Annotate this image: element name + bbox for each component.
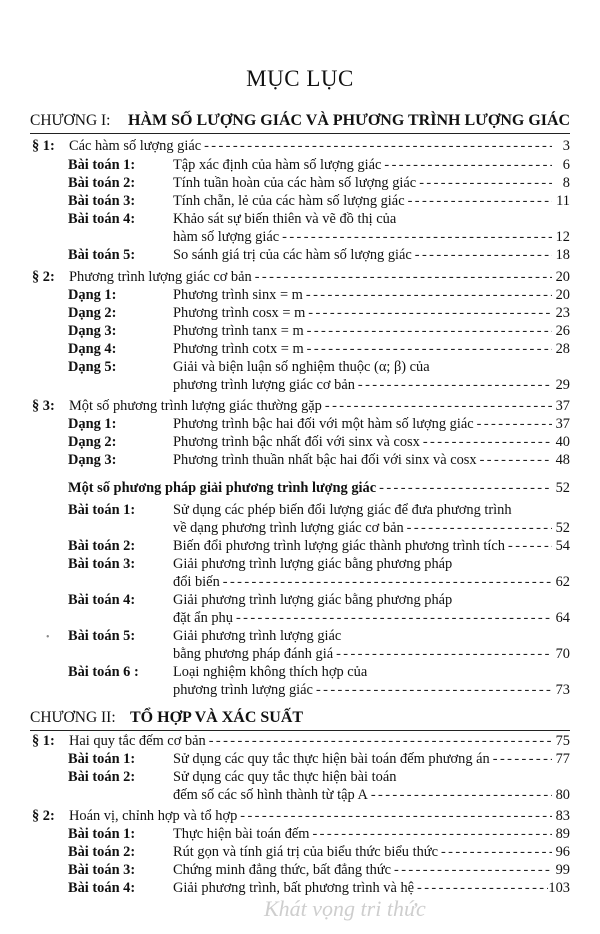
toc-entry[interactable]: Dạng 4: Phương trình cotx = m - - - 28 [68,340,570,358]
toc-entry[interactable]: Bài toán 3: Tính chẵn, lẻ của các hàm số lượng giác - - - 11 [68,192,570,210]
chapter-1-title: HÀM SỐ LƯỢNG GIÁC VÀ PHƯƠNG TRÌNH LƯỢNG GIÁC [128,112,571,129]
toc-entry[interactable]: Dạng 1: Phương trình sinx = m - - - 20 [68,286,570,304]
toc-entry[interactable]: Bài toán 3: Chứng minh đẳng thức, bất đẳng thức - - - 99 [68,861,570,879]
toc-entry[interactable]: § 2: Phương trình lượng giác cơ bản - - - 20 [32,268,570,286]
toc-entry-heading[interactable]: Một số phương pháp giải phương trình lượng giác - - - 52 [68,479,570,497]
scan-speck: • [46,632,50,643]
toc-entry-continuation[interactable]: phương trình lượng giác - - - 73 [173,681,570,699]
toc-entry[interactable]: Bài toán 4: Giải phương trình lượng giác bằng phương pháp [68,592,453,608]
toc-entry[interactable]: Dạng 2: Phương trình bậc nhất đối với sinx và cosx - - - 40 [68,433,570,451]
toc-entry[interactable]: § 3: Một số phương trình lượng giác thường gặp - - - 37 [32,397,570,415]
toc-entry[interactable]: Bài toán 5: So sánh giá trị của các hàm số lượng giác - - - 18 [68,246,570,264]
toc-entry[interactable]: Dạng 3: Phương trình thuần nhất bậc hai đối với sinx và cosx - - - 48 [68,451,570,469]
page-title: MỤC LỤC [246,66,354,91]
toc-entry[interactable]: Dạng 5: Giải và biện luận số nghiệm thuộc (α; β) của [68,359,430,375]
toc-entry[interactable]: Bài toán 2: Tính tuần hoàn của các hàm số lượng giác - - - 8 [68,174,570,192]
toc-entry-continuation[interactable]: bằng phương pháp đánh giá - - - 70 [173,645,570,663]
toc-entry[interactable]: Bài toán 3: Giải phương trình lượng giác bằng phương pháp [68,556,453,572]
toc-entry-continuation[interactable]: đặt ẩn phụ - - - 64 [173,609,570,627]
chapter-1-heading [30,112,570,134]
chapter-1-key: CHƯƠNG I: [30,112,111,129]
toc-entry[interactable]: Bài toán 4: Giải phương trình, bất phương trình và hệ - - - 103 [68,879,570,897]
toc-entry[interactable]: Bài toán 5: Giải phương trình lượng giác [68,628,342,644]
toc-entry-continuation[interactable]: về dạng phương trình lượng giác cơ bản - - - 52 [173,519,570,537]
toc-entry[interactable]: Bài toán 1: Tập xác định của hàm số lượng giác - - - 6 [68,156,570,174]
toc-entry[interactable]: Dạng 3: Phương trình tanx = m - - - 26 [68,322,570,340]
toc-entry[interactable]: § 1: Hai quy tắc đếm cơ bản - - - 75 [32,732,570,750]
toc-entry[interactable]: Dạng 2: Phương trình cosx = m - - - 23 [68,304,570,322]
chapter-2-title: TỔ HỢP VÀ XÁC SUẤT [130,709,304,726]
toc-entry-continuation[interactable]: phương trình lượng giác cơ bản - - - 29 [173,376,570,394]
toc-entry[interactable]: Bài toán 2: Rút gọn và tính giá trị của biểu thức biểu thức - - - 96 [68,843,570,861]
toc-entry-continuation[interactable]: đếm số các số hình thành từ tập A - - - 80 [173,786,570,804]
toc-entry[interactable]: Bài toán 1: Sử dụng các quy tắc thực hiện bài toán đếm phương án - - - 77 [68,750,570,768]
toc-entry-continuation[interactable]: đổi biến - - - 62 [173,573,570,591]
watermark-text: Khát vọng tri thức [264,896,426,921]
toc-entry[interactable]: Bài toán 4: Khảo sát sự biến thiên và vẽ đồ thị của [68,211,397,227]
toc-entry[interactable]: Bài toán 2: Sử dụng các quy tắc thực hiện bài toán [68,769,397,785]
toc-entry[interactable]: Bài toán 6 : Loại nghiệm không thích hợp của [68,664,368,680]
toc-entry[interactable]: § 1: Các hàm số lượng giác - - - 3 [32,137,570,155]
toc-entry[interactable]: Bài toán 2: Biến đổi phương trình lượng giác thành phương trình tích - - - 54 [68,537,570,555]
toc-entry[interactable]: § 2: Hoán vị, chỉnh hợp và tổ hợp - - - 83 [32,807,570,825]
toc-entry[interactable]: Bài toán 1: Sử dụng các phép biến đổi lượng giác để đưa phương trình [68,502,512,518]
toc-entry[interactable]: Dạng 1: Phương trình bậc hai đối với một hàm số lượng giác - - - 37 [68,415,570,433]
toc-entry[interactable]: Bài toán 1: Thực hiện bài toán đếm - - - 89 [68,825,570,843]
chapter-2-heading [30,709,570,731]
toc-entry-continuation[interactable]: hàm số lượng giác - - - 12 [173,228,570,246]
chapter-2-key: CHƯƠNG II: [30,709,116,726]
